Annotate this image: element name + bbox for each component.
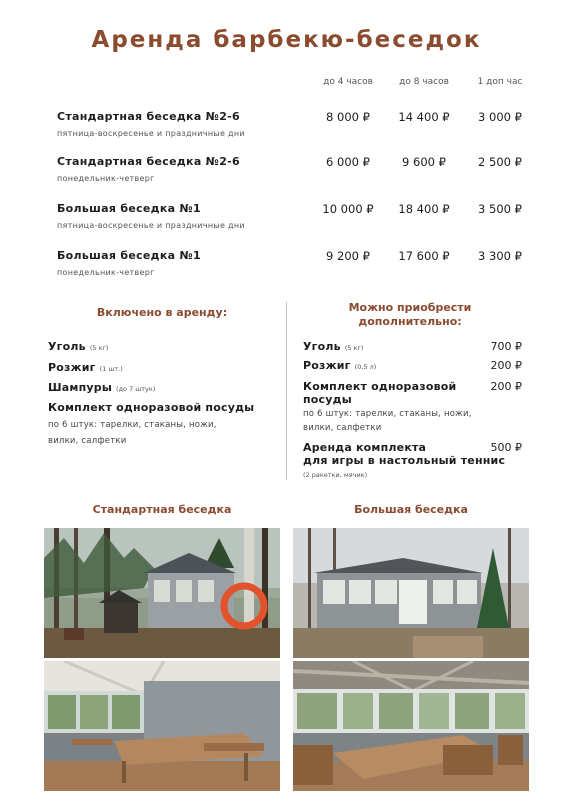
item-qty: (5 кг) — [89, 344, 109, 352]
price-row — [0, 155, 573, 195]
days-note: понедельник-четверг — [57, 174, 155, 183]
included-item — [48, 340, 108, 355]
item-name: Комплект одноразовой посуды — [48, 401, 255, 414]
price-4h: 6 000 ₽ — [326, 155, 370, 169]
price-extra: 3 500 ₽ — [478, 202, 522, 216]
extras-heading-line: Можно приобрести — [348, 301, 472, 314]
included-item — [48, 401, 254, 414]
price-8h: 17 600 ₽ — [398, 249, 450, 263]
column-divider — [286, 302, 287, 480]
price-8h: 9 600 ₽ — [402, 155, 446, 169]
extras-heading — [300, 301, 520, 329]
gazebo-name: Большая беседка №1 — [57, 202, 201, 215]
standard-gazebo-exterior-photo — [44, 528, 280, 658]
dishes-note: по 6 штук: тарелки, стаканы, ножи, — [303, 409, 472, 419]
large-gazebo-interior-photo — [293, 661, 529, 791]
price-4h: 9 200 ₽ — [326, 249, 370, 263]
included-heading: Включено в аренду: — [96, 306, 228, 319]
gazebo-name: Большая беседка №1 — [57, 249, 201, 262]
item-name: посуды — [303, 393, 352, 406]
dishes-note: по 6 штук: тарелки, стаканы, ножи, — [48, 420, 217, 430]
dishes-note: вилки, салфетки — [303, 423, 382, 433]
price-4h: 10 000 ₽ — [322, 202, 374, 216]
price-row — [0, 110, 573, 150]
price-row — [0, 202, 573, 242]
item-qty: (1 шт.) — [99, 365, 123, 373]
item-qty: (до 7 штук) — [116, 385, 156, 393]
item-name: Шампуры — [48, 381, 112, 394]
item-name: Аренда комплекта — [303, 441, 427, 454]
column-header-extra-hour: 1 доп час — [477, 77, 523, 87]
gazebo-name: Стандартная беседка №2-6 — [57, 155, 240, 168]
item-name: Розжиг — [303, 359, 351, 372]
extra-price: 700 ₽ — [490, 340, 522, 353]
item-name: Уголь — [303, 340, 341, 353]
days-note: пятница-воскресенье и праздничные дни — [57, 221, 245, 230]
price-4h: 8 000 ₽ — [326, 110, 370, 124]
included-item — [48, 361, 123, 376]
large-photos-heading: Большая беседка — [354, 503, 468, 516]
item-name: для игры в настольный теннис — [303, 454, 506, 467]
extra-price: 200 ₽ — [490, 359, 522, 372]
item-qty: (5 кг) — [344, 344, 364, 352]
days-note: понедельник-четверг — [57, 268, 155, 277]
item-qty: (0,5 л) — [354, 363, 377, 371]
extra-price: 500 ₽ — [490, 441, 522, 454]
days-note: пятница-воскресенье и праздничные дни — [57, 129, 245, 138]
tennis-note: (2 ракетки, мячик) — [303, 471, 368, 479]
extra-item — [303, 340, 363, 355]
column-header-8h: до 8 часов — [399, 77, 449, 87]
price-extra: 3 300 ₽ — [478, 249, 522, 263]
price-8h: 18 400 ₽ — [398, 202, 450, 216]
item-name: Комплект одноразовой — [303, 380, 457, 393]
price-8h: 14 400 ₽ — [398, 110, 450, 124]
extras-heading-line: дополнительно: — [358, 315, 462, 328]
gazebo-name: Стандартная беседка №2-6 — [57, 110, 240, 123]
large-gazebo-exterior-photo — [293, 528, 529, 658]
dishes-note: вилки, салфетки — [48, 436, 127, 446]
price-extra: 2 500 ₽ — [478, 155, 522, 169]
standard-gazebo-interior-photo — [44, 661, 280, 791]
standard-photos-heading: Стандартная беседка — [92, 503, 232, 516]
page-title: Аренда барбекю-беседок — [91, 27, 482, 53]
column-header-4h: до 4 часов — [323, 77, 373, 87]
extra-price: 200 ₽ — [490, 380, 522, 393]
price-extra: 3 000 ₽ — [478, 110, 522, 124]
price-row — [0, 249, 573, 289]
extra-item — [303, 359, 376, 374]
item-name: Розжиг — [48, 361, 96, 374]
item-name: Уголь — [48, 340, 86, 353]
included-item — [48, 381, 155, 396]
extra-item — [303, 380, 456, 406]
